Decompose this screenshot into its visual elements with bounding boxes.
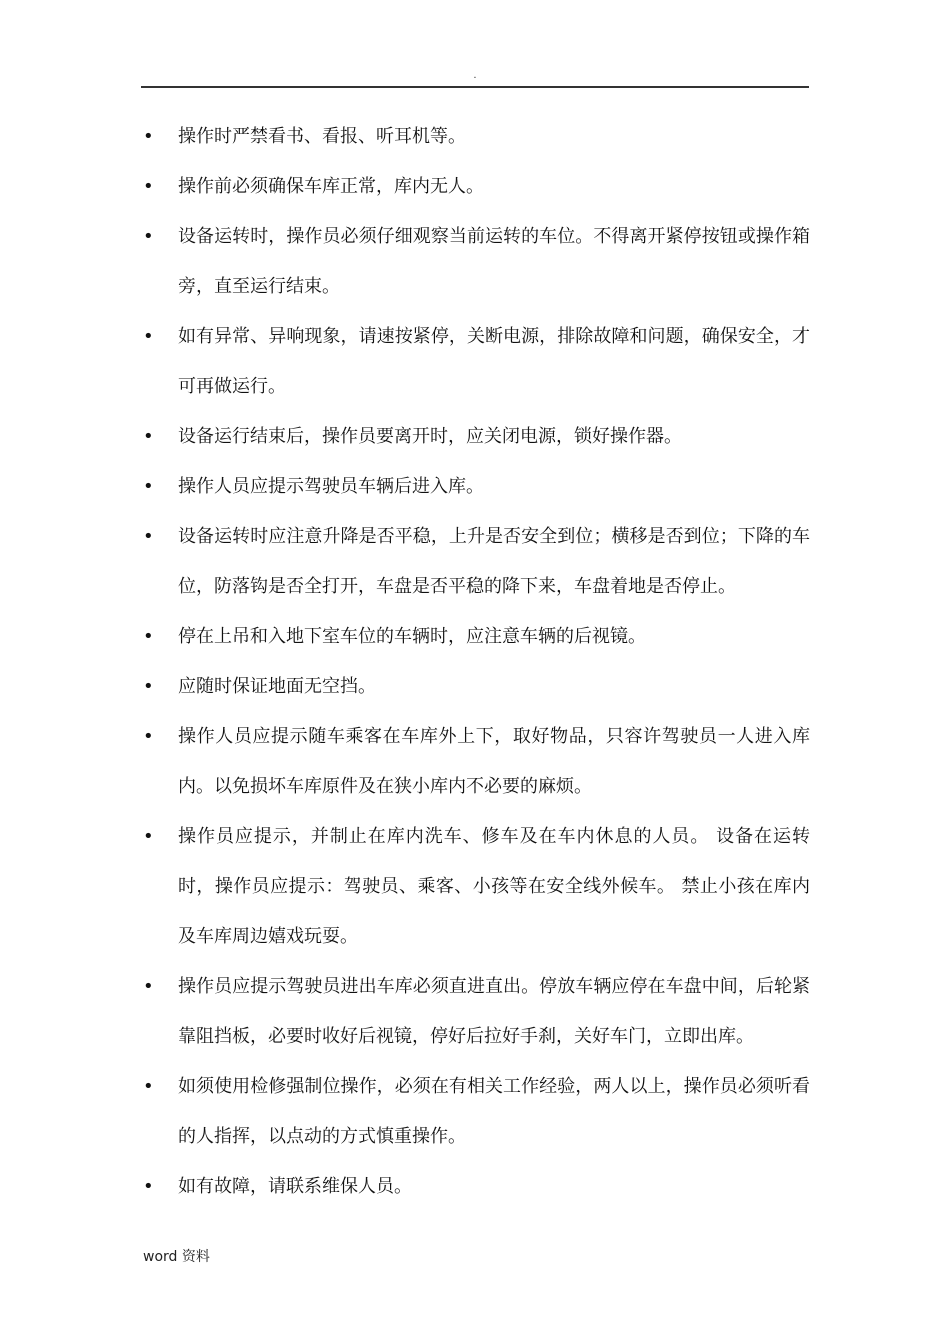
header-mark: . bbox=[473, 70, 477, 81]
list-item bbox=[0, 1162, 950, 1212]
list-item bbox=[0, 112, 950, 162]
list-item bbox=[0, 812, 950, 962]
bullet-icon: • bbox=[143, 676, 154, 697]
list-item-text: 设备运转时应注意升降是否平稳，上升是否安全到位；横移是否到位；下降的车位，防落钩是否全打开，车盘是否平稳的降下来，车盘着地是否停止。 bbox=[178, 526, 810, 597]
list-item bbox=[0, 312, 950, 412]
header-rule bbox=[141, 86, 809, 88]
list-item bbox=[0, 512, 950, 612]
bullet-icon: • bbox=[143, 226, 154, 247]
list-item bbox=[0, 712, 950, 812]
list-item-text: 操作前必须确保车库正常，库内无人。 bbox=[178, 176, 484, 197]
list-item-text: 操作员应提示驾驶员进出车库必须直进直出。停放车辆应停在车盘中间，后轮紧靠阻挡板，必要时收好后视镜，停好后拉好手刹，关好车门，立即出库。 bbox=[178, 976, 810, 1047]
list-item bbox=[0, 1062, 950, 1162]
bullet-icon: • bbox=[143, 1176, 154, 1197]
list-item-text: 操作员应提示，并制止在库内洗车、修车及在车内休息的人员。 设备在运转时，操作员应提示：驾驶员、乘客、小孩等在安全线外候车。 禁止小孩在库内及车库周边嬉戏玩耍。 bbox=[178, 826, 810, 947]
list-item-text: 操作时严禁看书、看报、听耳机等。 bbox=[178, 126, 466, 147]
list-item bbox=[0, 962, 950, 1062]
list-item-text: 如有异常、异响现象，请速按紧停，关断电源，排除故障和问题，确保安全，才可再做运行。 bbox=[178, 326, 810, 397]
bullet-icon: • bbox=[143, 976, 154, 997]
list-item-text: 设备运转时，操作员必须仔细观察当前运转的车位。不得离开紧停按钮或操作箱旁，直至运行结束。 bbox=[178, 226, 810, 297]
footer-label: word 资料 bbox=[143, 1249, 210, 1265]
instruction-list bbox=[0, 112, 950, 1212]
bullet-icon: • bbox=[143, 1076, 154, 1097]
list-item-text: 操作人员应提示随车乘客在车库外上下，取好物品，只容许驾驶员一人进入库内。以免损坏车库原件及在狭小库内不必要的麻烦。 bbox=[178, 726, 810, 797]
bullet-icon: • bbox=[143, 626, 154, 647]
bullet-icon: • bbox=[143, 726, 154, 747]
bullet-icon: • bbox=[143, 176, 154, 197]
list-item bbox=[0, 212, 950, 312]
list-item-text: 操作人员应提示驾驶员车辆后进入库。 bbox=[178, 476, 484, 497]
bullet-icon: • bbox=[143, 126, 154, 147]
list-item bbox=[0, 162, 950, 212]
bullet-icon: • bbox=[143, 826, 154, 847]
bullet-icon: • bbox=[143, 526, 154, 547]
list-item bbox=[0, 612, 950, 662]
list-item-text: 应随时保证地面无空挡。 bbox=[178, 676, 376, 697]
list-item bbox=[0, 662, 950, 712]
list-item-text: 停在上吊和入地下室车位的车辆时，应注意车辆的后视镜。 bbox=[178, 626, 646, 647]
list-item-text: 设备运行结束后，操作员要离开时，应关闭电源，锁好操作器。 bbox=[178, 426, 682, 447]
list-item bbox=[0, 462, 950, 512]
bullet-icon: • bbox=[143, 476, 154, 497]
bullet-icon: • bbox=[143, 326, 154, 347]
list-item bbox=[0, 412, 950, 462]
list-item-text: 如有故障，请联系维保人员。 bbox=[178, 1176, 412, 1197]
list-item-text: 如须使用检修强制位操作，必须在有相关工作经验，两人以上，操作员必须听看的人指挥，以点动的方式慎重操作。 bbox=[178, 1076, 810, 1147]
bullet-icon: • bbox=[143, 426, 154, 447]
